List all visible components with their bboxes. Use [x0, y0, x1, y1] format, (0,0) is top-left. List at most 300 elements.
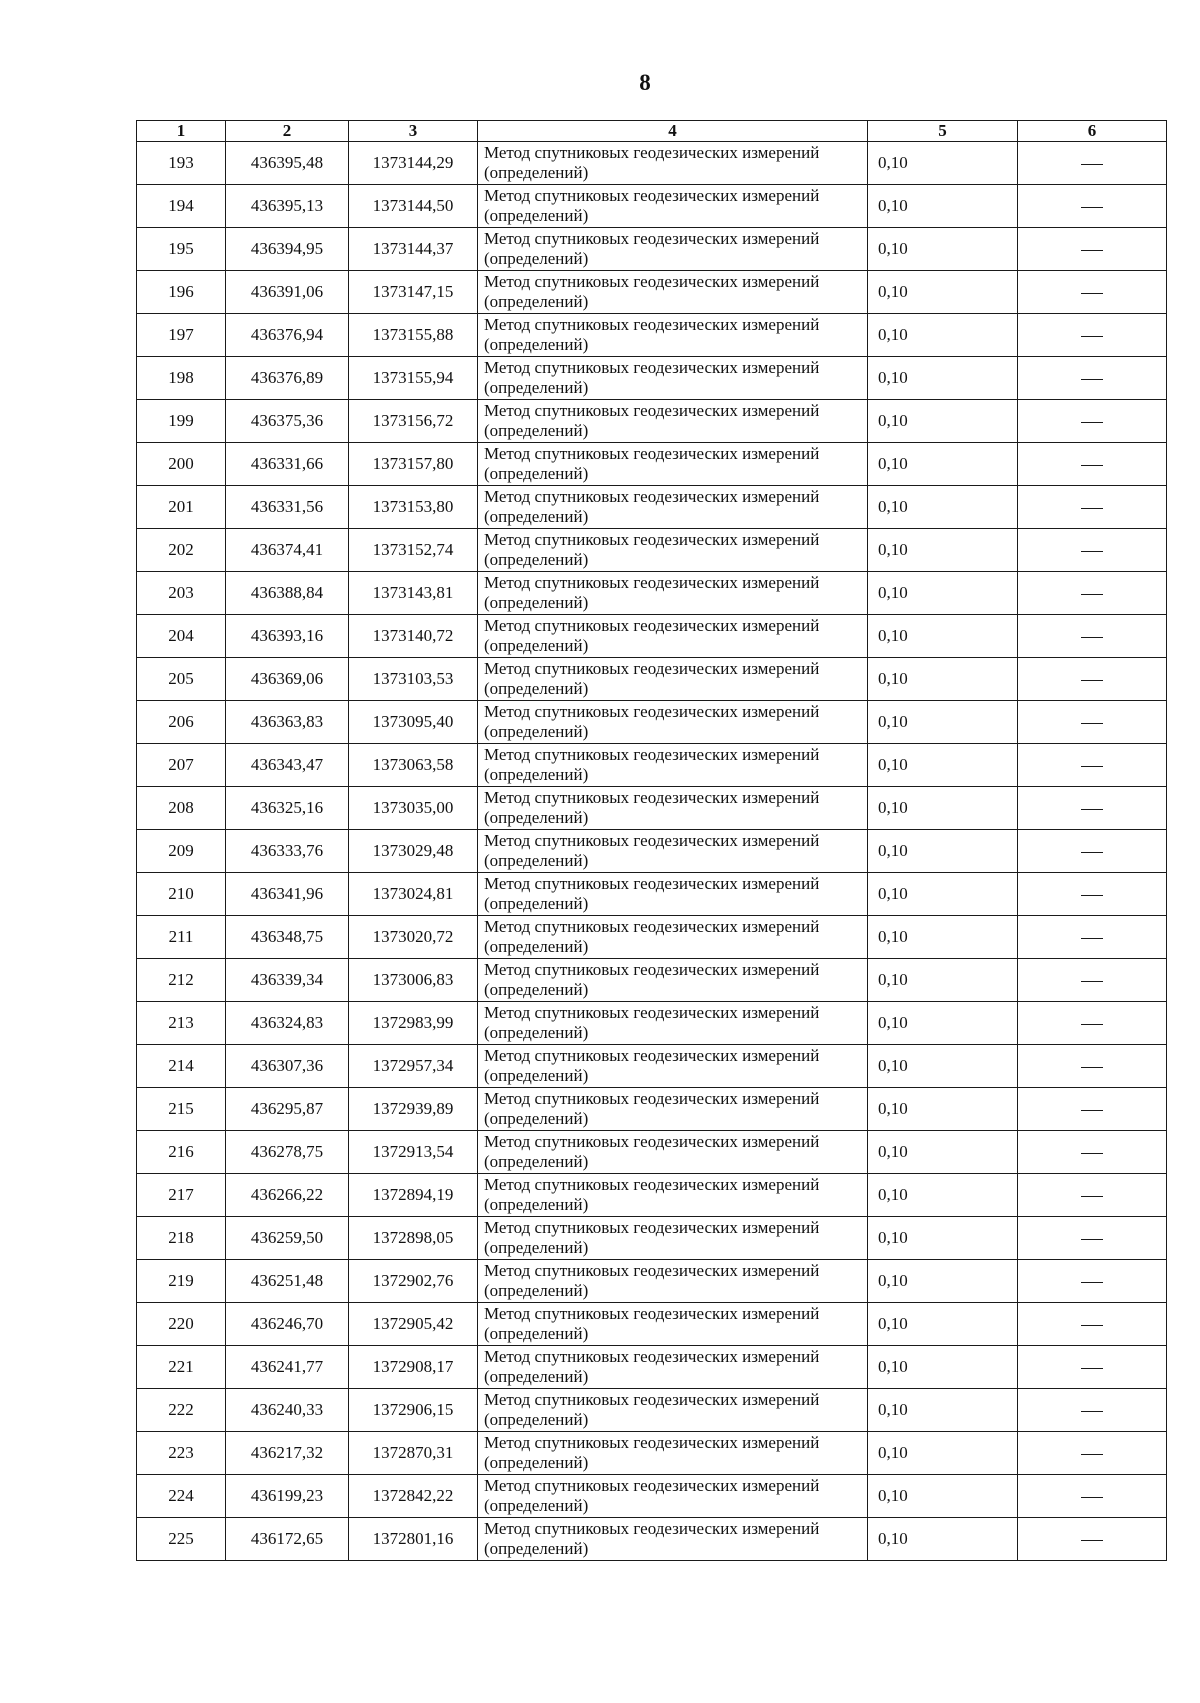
- point-number-cell: 201: [137, 486, 226, 529]
- empty-marker-cell: [1018, 1217, 1167, 1260]
- table-row: [137, 1131, 1167, 1174]
- method-cell: [478, 1475, 868, 1518]
- x-coordinate-cell: 436369,06: [226, 658, 349, 701]
- method-cell: [478, 1389, 868, 1432]
- table-row: [137, 1088, 1167, 1131]
- point-number-cell: 215: [137, 1088, 226, 1131]
- method-text-line1: Метод спутниковых геодезических измерений: [484, 1476, 820, 1495]
- table-row: [137, 1432, 1167, 1475]
- table-row: [137, 1346, 1167, 1389]
- point-number-cell: 205: [137, 658, 226, 701]
- table-row: [137, 1217, 1167, 1260]
- table-row: [137, 357, 1167, 400]
- empty-marker-cell: [1018, 572, 1167, 615]
- accuracy-cell: 0,10: [868, 314, 1018, 357]
- empty-marker-cell: [1018, 1475, 1167, 1518]
- y-coordinate-cell: 1372902,76: [349, 1260, 478, 1303]
- method-text-line2: (определений): [484, 894, 589, 913]
- method-text-line2: (определений): [484, 163, 589, 182]
- point-number-cell: 223: [137, 1432, 226, 1475]
- table-row: [137, 615, 1167, 658]
- empty-marker-cell: [1018, 1045, 1167, 1088]
- method-text-line1: Метод спутниковых геодезических измерений: [484, 530, 820, 549]
- empty-marker-dash: [1081, 1497, 1103, 1498]
- x-coordinate-cell: 436391,06: [226, 271, 349, 314]
- accuracy-cell: 0,10: [868, 443, 1018, 486]
- empty-marker-cell: [1018, 701, 1167, 744]
- method-text-line2: (определений): [484, 1066, 589, 1085]
- method-text-line2: (определений): [484, 1109, 589, 1128]
- method-text-line2: (определений): [484, 980, 589, 999]
- table-row: [137, 400, 1167, 443]
- method-text-line2: (определений): [484, 722, 589, 741]
- method-cell: [478, 185, 868, 228]
- method-cell: [478, 1174, 868, 1217]
- accuracy-cell: 0,10: [868, 400, 1018, 443]
- empty-marker-dash: [1081, 1196, 1103, 1197]
- method-text-line2: (определений): [484, 1152, 589, 1171]
- empty-marker-cell: [1018, 873, 1167, 916]
- y-coordinate-cell: 1372908,17: [349, 1346, 478, 1389]
- x-coordinate-cell: 436393,16: [226, 615, 349, 658]
- table-row: [137, 185, 1167, 228]
- x-coordinate-cell: 436324,83: [226, 1002, 349, 1045]
- empty-marker-cell: [1018, 443, 1167, 486]
- y-coordinate-cell: 1373156,72: [349, 400, 478, 443]
- method-text-line1: Метод спутниковых геодезических измерений: [484, 444, 820, 463]
- method-text-line1: Метод спутниковых геодезических измерений: [484, 573, 820, 592]
- x-coordinate-cell: 436325,16: [226, 787, 349, 830]
- table-row: [137, 314, 1167, 357]
- method-text-line1: Метод спутниковых геодезических измерений: [484, 1390, 820, 1409]
- method-cell: [478, 443, 868, 486]
- method-text-line1: Метод спутниковых геодезических измерений: [484, 659, 820, 678]
- point-number-cell: 199: [137, 400, 226, 443]
- table-row: [137, 1389, 1167, 1432]
- table-row: [137, 443, 1167, 486]
- method-text-line1: Метод спутниковых геодезических измерений: [484, 1261, 820, 1280]
- method-text-line2: (определений): [484, 593, 589, 612]
- table-row: [137, 830, 1167, 873]
- method-text-line1: Метод спутниковых геодезических измерений: [484, 831, 820, 850]
- method-text-line2: (определений): [484, 421, 589, 440]
- accuracy-cell: 0,10: [868, 271, 1018, 314]
- table-row: [137, 1002, 1167, 1045]
- accuracy-cell: 0,10: [868, 701, 1018, 744]
- x-coordinate-cell: 436172,65: [226, 1518, 349, 1561]
- table-row: [137, 142, 1167, 185]
- table-row: [137, 701, 1167, 744]
- empty-marker-dash: [1081, 766, 1103, 767]
- method-cell: [478, 400, 868, 443]
- y-coordinate-cell: 1372939,89: [349, 1088, 478, 1131]
- empty-marker-dash: [1081, 1454, 1103, 1455]
- empty-marker-dash: [1081, 1024, 1103, 1025]
- empty-marker-cell: [1018, 1389, 1167, 1432]
- y-coordinate-cell: 1373020,72: [349, 916, 478, 959]
- method-text-line2: (определений): [484, 206, 589, 225]
- accuracy-cell: 0,10: [868, 228, 1018, 271]
- empty-marker-dash: [1081, 1067, 1103, 1068]
- accuracy-cell: 0,10: [868, 830, 1018, 873]
- accuracy-cell: 0,10: [868, 1518, 1018, 1561]
- column-header-2: 2: [226, 121, 349, 142]
- method-cell: [478, 1346, 868, 1389]
- empty-marker-cell: [1018, 744, 1167, 787]
- empty-marker-dash: [1081, 1411, 1103, 1412]
- method-text-line1: Метод спутниковых геодезических измерений: [484, 1433, 820, 1452]
- point-number-cell: 195: [137, 228, 226, 271]
- point-number-cell: 221: [137, 1346, 226, 1389]
- empty-marker-dash: [1081, 422, 1103, 423]
- empty-marker-dash: [1081, 938, 1103, 939]
- method-text-line1: Метод спутниковых геодезических измерений: [484, 143, 820, 162]
- empty-marker-dash: [1081, 551, 1103, 552]
- empty-marker-dash: [1081, 336, 1103, 337]
- y-coordinate-cell: 1373063,58: [349, 744, 478, 787]
- empty-marker-cell: [1018, 400, 1167, 443]
- point-number-cell: 206: [137, 701, 226, 744]
- method-cell: [478, 658, 868, 701]
- accuracy-cell: 0,10: [868, 1088, 1018, 1131]
- y-coordinate-cell: 1372801,16: [349, 1518, 478, 1561]
- method-cell: [478, 1260, 868, 1303]
- method-text-line2: (определений): [484, 1453, 589, 1472]
- point-number-cell: 211: [137, 916, 226, 959]
- accuracy-cell: 0,10: [868, 142, 1018, 185]
- x-coordinate-cell: 436374,41: [226, 529, 349, 572]
- accuracy-cell: 0,10: [868, 1131, 1018, 1174]
- x-coordinate-cell: 436395,48: [226, 142, 349, 185]
- accuracy-cell: 0,10: [868, 1174, 1018, 1217]
- point-number-cell: 207: [137, 744, 226, 787]
- table-body: [137, 142, 1167, 1561]
- empty-marker-dash: [1081, 637, 1103, 638]
- method-text-line1: Метод спутниковых геодезических измерений: [484, 229, 820, 248]
- point-number-cell: 222: [137, 1389, 226, 1432]
- empty-marker-dash: [1081, 680, 1103, 681]
- method-text-line2: (определений): [484, 1324, 589, 1343]
- method-text-line1: Метод спутниковых геодезических измерений: [484, 917, 820, 936]
- method-cell: [478, 787, 868, 830]
- empty-marker-dash: [1081, 1282, 1103, 1283]
- accuracy-cell: 0,10: [868, 1475, 1018, 1518]
- empty-marker-cell: [1018, 1432, 1167, 1475]
- empty-marker-dash: [1081, 1153, 1103, 1154]
- method-text-line2: (определений): [484, 292, 589, 311]
- table-header-row: [137, 121, 1167, 142]
- method-cell: [478, 1518, 868, 1561]
- x-coordinate-cell: 436339,34: [226, 959, 349, 1002]
- method-text-line2: (определений): [484, 937, 589, 956]
- empty-marker-dash: [1081, 852, 1103, 853]
- point-number-cell: 204: [137, 615, 226, 658]
- empty-marker-cell: [1018, 1131, 1167, 1174]
- method-cell: [478, 1088, 868, 1131]
- y-coordinate-cell: 1373144,50: [349, 185, 478, 228]
- y-coordinate-cell: 1372842,22: [349, 1475, 478, 1518]
- method-cell: [478, 314, 868, 357]
- method-text-line2: (определений): [484, 1496, 589, 1515]
- empty-marker-cell: [1018, 1303, 1167, 1346]
- empty-marker-cell: [1018, 658, 1167, 701]
- coordinates-table: [136, 120, 1167, 1561]
- empty-marker-cell: [1018, 357, 1167, 400]
- method-text-line1: Метод спутниковых геодезических измерений: [484, 272, 820, 291]
- method-text-line2: (определений): [484, 249, 589, 268]
- method-text-line1: Метод спутниковых геодезических измерений: [484, 1218, 820, 1237]
- point-number-cell: 217: [137, 1174, 226, 1217]
- x-coordinate-cell: 436295,87: [226, 1088, 349, 1131]
- method-text-line1: Метод спутниковых геодезических измерений: [484, 1347, 820, 1366]
- accuracy-cell: 0,10: [868, 1346, 1018, 1389]
- accuracy-cell: 0,10: [868, 959, 1018, 1002]
- method-cell: [478, 1002, 868, 1045]
- method-text-line1: Метод спутниковых геодезических измерений: [484, 874, 820, 893]
- empty-marker-dash: [1081, 207, 1103, 208]
- y-coordinate-cell: 1373143,81: [349, 572, 478, 615]
- method-cell: [478, 228, 868, 271]
- empty-marker-dash: [1081, 1325, 1103, 1326]
- empty-marker-cell: [1018, 142, 1167, 185]
- point-number-cell: 216: [137, 1131, 226, 1174]
- x-coordinate-cell: 436341,96: [226, 873, 349, 916]
- x-coordinate-cell: 436241,77: [226, 1346, 349, 1389]
- accuracy-cell: 0,10: [868, 658, 1018, 701]
- method-cell: [478, 1432, 868, 1475]
- y-coordinate-cell: 1373006,83: [349, 959, 478, 1002]
- empty-marker-dash: [1081, 1239, 1103, 1240]
- empty-marker-cell: [1018, 529, 1167, 572]
- empty-marker-cell: [1018, 1518, 1167, 1561]
- column-header-3: 3: [349, 121, 478, 142]
- y-coordinate-cell: 1372957,34: [349, 1045, 478, 1088]
- x-coordinate-cell: 436259,50: [226, 1217, 349, 1260]
- coordinates-table-container: [136, 120, 1166, 1561]
- method-text-line1: Метод спутниковых геодезических измерений: [484, 1304, 820, 1323]
- x-coordinate-cell: 436251,48: [226, 1260, 349, 1303]
- point-number-cell: 209: [137, 830, 226, 873]
- method-text-line1: Метод спутниковых геодезических измерений: [484, 358, 820, 377]
- y-coordinate-cell: 1373155,94: [349, 357, 478, 400]
- method-text-line2: (определений): [484, 1195, 589, 1214]
- method-text-line2: (определений): [484, 464, 589, 483]
- accuracy-cell: 0,10: [868, 529, 1018, 572]
- empty-marker-cell: [1018, 1260, 1167, 1303]
- method-text-line1: Метод спутниковых геодезических измерений: [484, 1132, 820, 1151]
- method-cell: [478, 916, 868, 959]
- empty-marker-dash: [1081, 594, 1103, 595]
- x-coordinate-cell: 436363,83: [226, 701, 349, 744]
- page-number: 8: [639, 70, 651, 95]
- x-coordinate-cell: 436375,36: [226, 400, 349, 443]
- method-text-line1: Метод спутниковых геодезических измерений: [484, 401, 820, 420]
- y-coordinate-cell: 1373024,81: [349, 873, 478, 916]
- table-row: [137, 271, 1167, 314]
- table-row: [137, 658, 1167, 701]
- column-header-6: 6: [1018, 121, 1167, 142]
- method-text-line2: (определений): [484, 1238, 589, 1257]
- method-text-line1: Метод спутниковых геодезических измерений: [484, 315, 820, 334]
- accuracy-cell: 0,10: [868, 1217, 1018, 1260]
- empty-marker-dash: [1081, 895, 1103, 896]
- table-row: [137, 916, 1167, 959]
- point-number-cell: 214: [137, 1045, 226, 1088]
- method-cell: [478, 1303, 868, 1346]
- accuracy-cell: 0,10: [868, 185, 1018, 228]
- y-coordinate-cell: 1373157,80: [349, 443, 478, 486]
- x-coordinate-cell: 436246,70: [226, 1303, 349, 1346]
- x-coordinate-cell: 436376,94: [226, 314, 349, 357]
- table-row: [137, 1303, 1167, 1346]
- empty-marker-dash: [1081, 723, 1103, 724]
- method-text-line1: Метод спутниковых геодезических измерений: [484, 186, 820, 205]
- y-coordinate-cell: 1372906,15: [349, 1389, 478, 1432]
- method-text-line1: Метод спутниковых геодезических измерений: [484, 960, 820, 979]
- method-text-line1: Метод спутниковых геодезических измерений: [484, 702, 820, 721]
- accuracy-cell: 0,10: [868, 1303, 1018, 1346]
- empty-marker-cell: [1018, 1346, 1167, 1389]
- method-text-line1: Метод спутниковых геодезических измерений: [484, 745, 820, 764]
- method-text-line2: (определений): [484, 679, 589, 698]
- method-text-line2: (определений): [484, 1367, 589, 1386]
- method-cell: [478, 529, 868, 572]
- table-row: [137, 572, 1167, 615]
- empty-marker-dash: [1081, 1540, 1103, 1541]
- x-coordinate-cell: 436266,22: [226, 1174, 349, 1217]
- accuracy-cell: 0,10: [868, 486, 1018, 529]
- point-number-cell: 200: [137, 443, 226, 486]
- method-cell: [478, 701, 868, 744]
- table-row: [137, 959, 1167, 1002]
- point-number-cell: 193: [137, 142, 226, 185]
- x-coordinate-cell: 436278,75: [226, 1131, 349, 1174]
- table-row: [137, 486, 1167, 529]
- method-text-line1: Метод спутниковых геодезических измерений: [484, 1003, 820, 1022]
- point-number-cell: 208: [137, 787, 226, 830]
- x-coordinate-cell: 436217,32: [226, 1432, 349, 1475]
- y-coordinate-cell: 1373147,15: [349, 271, 478, 314]
- point-number-cell: 203: [137, 572, 226, 615]
- empty-marker-dash: [1081, 508, 1103, 509]
- method-text-line2: (определений): [484, 378, 589, 397]
- method-cell: [478, 959, 868, 1002]
- empty-marker-cell: [1018, 787, 1167, 830]
- accuracy-cell: 0,10: [868, 916, 1018, 959]
- empty-marker-dash: [1081, 465, 1103, 466]
- method-cell: [478, 1045, 868, 1088]
- empty-marker-cell: [1018, 1174, 1167, 1217]
- y-coordinate-cell: 1373029,48: [349, 830, 478, 873]
- empty-marker-dash: [1081, 809, 1103, 810]
- method-text-line1: Метод спутниковых геодезических измерений: [484, 1089, 820, 1108]
- method-cell: [478, 1131, 868, 1174]
- x-coordinate-cell: 436348,75: [226, 916, 349, 959]
- y-coordinate-cell: 1373155,88: [349, 314, 478, 357]
- method-text-line1: Метод спутниковых геодезических измерений: [484, 487, 820, 506]
- point-number-cell: 218: [137, 1217, 226, 1260]
- table-row: [137, 873, 1167, 916]
- method-cell: [478, 873, 868, 916]
- method-cell: [478, 830, 868, 873]
- accuracy-cell: 0,10: [868, 1002, 1018, 1045]
- x-coordinate-cell: 436307,36: [226, 1045, 349, 1088]
- x-coordinate-cell: 436333,76: [226, 830, 349, 873]
- method-cell: [478, 142, 868, 185]
- method-text-line2: (определений): [484, 765, 589, 784]
- empty-marker-dash: [1081, 981, 1103, 982]
- method-cell: [478, 1217, 868, 1260]
- empty-marker-cell: [1018, 271, 1167, 314]
- point-number-cell: 197: [137, 314, 226, 357]
- empty-marker-cell: [1018, 959, 1167, 1002]
- point-number-cell: 194: [137, 185, 226, 228]
- accuracy-cell: 0,10: [868, 744, 1018, 787]
- method-text-line2: (определений): [484, 636, 589, 655]
- table-row: [137, 1475, 1167, 1518]
- accuracy-cell: 0,10: [868, 357, 1018, 400]
- empty-marker-cell: [1018, 916, 1167, 959]
- accuracy-cell: 0,10: [868, 1389, 1018, 1432]
- method-cell: [478, 744, 868, 787]
- point-number-cell: 225: [137, 1518, 226, 1561]
- empty-marker-cell: [1018, 830, 1167, 873]
- method-text-line1: Метод спутниковых геодезических измерений: [484, 788, 820, 807]
- empty-marker-dash: [1081, 379, 1103, 380]
- empty-marker-cell: [1018, 486, 1167, 529]
- y-coordinate-cell: 1373095,40: [349, 701, 478, 744]
- method-cell: [478, 271, 868, 314]
- table-row: [137, 1260, 1167, 1303]
- point-number-cell: 212: [137, 959, 226, 1002]
- method-cell: [478, 486, 868, 529]
- point-number-cell: 220: [137, 1303, 226, 1346]
- x-coordinate-cell: 436395,13: [226, 185, 349, 228]
- column-header-4: 4: [478, 121, 868, 142]
- accuracy-cell: 0,10: [868, 873, 1018, 916]
- empty-marker-cell: [1018, 228, 1167, 271]
- empty-marker-cell: [1018, 185, 1167, 228]
- method-cell: [478, 572, 868, 615]
- accuracy-cell: 0,10: [868, 1432, 1018, 1475]
- method-text-line2: (определений): [484, 507, 589, 526]
- y-coordinate-cell: 1373152,74: [349, 529, 478, 572]
- empty-marker-cell: [1018, 314, 1167, 357]
- method-text-line2: (определений): [484, 550, 589, 569]
- y-coordinate-cell: 1373035,00: [349, 787, 478, 830]
- table-row: [137, 1045, 1167, 1088]
- method-text-line1: Метод спутниковых геодезических измерений: [484, 1046, 820, 1065]
- method-text-line2: (определений): [484, 851, 589, 870]
- table-row: [137, 1518, 1167, 1561]
- empty-marker-dash: [1081, 1368, 1103, 1369]
- x-coordinate-cell: 436331,66: [226, 443, 349, 486]
- y-coordinate-cell: 1372983,99: [349, 1002, 478, 1045]
- y-coordinate-cell: 1372870,31: [349, 1432, 478, 1475]
- empty-marker-dash: [1081, 164, 1103, 165]
- x-coordinate-cell: 436394,95: [226, 228, 349, 271]
- method-text-line2: (определений): [484, 1410, 589, 1429]
- y-coordinate-cell: 1373153,80: [349, 486, 478, 529]
- table-row: [137, 744, 1167, 787]
- accuracy-cell: 0,10: [868, 615, 1018, 658]
- table-row: [137, 228, 1167, 271]
- point-number-cell: 198: [137, 357, 226, 400]
- empty-marker-cell: [1018, 615, 1167, 658]
- point-number-cell: 219: [137, 1260, 226, 1303]
- method-text-line1: Метод спутниковых геодезических измерений: [484, 1519, 820, 1538]
- empty-marker-dash: [1081, 293, 1103, 294]
